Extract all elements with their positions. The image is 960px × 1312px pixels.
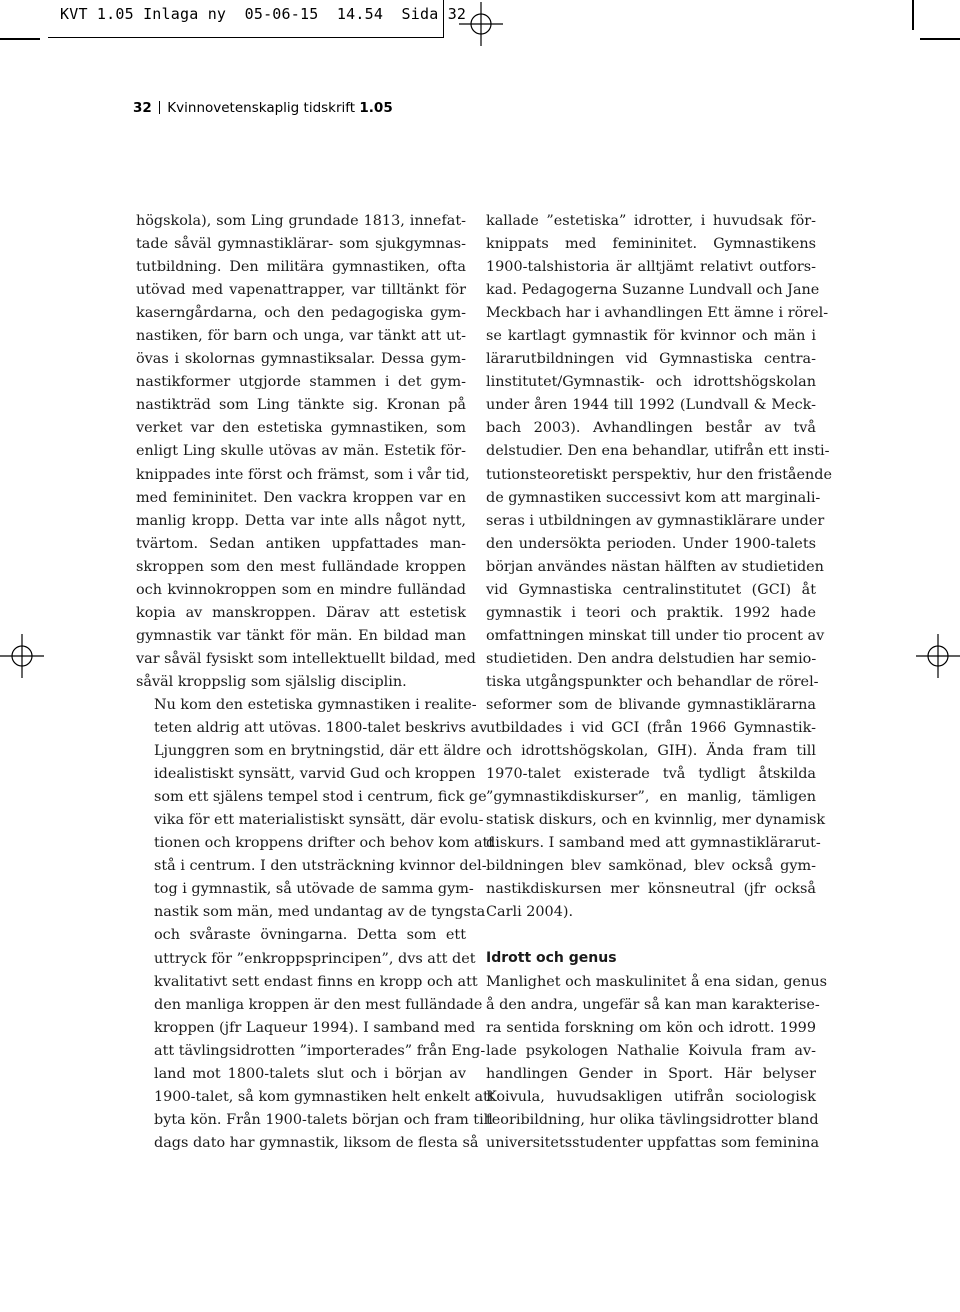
text-line: nastikdiskursen mer könsneutral (jfr också — [486, 881, 816, 898]
text-line: bildningen blev samkönad, blev också gym- — [486, 858, 816, 875]
crop-mark — [920, 38, 960, 40]
text-line: den undersökta perioden. Under 1900-talets — [486, 535, 816, 552]
text-line: enligt Ling skulle utövas av män. Estetik för- — [136, 443, 466, 460]
text-line: land mot 1800-talets slut och i början av — [154, 1065, 466, 1082]
registration-mark-icon — [0, 634, 44, 678]
text-line: tade såväl gymnastiklärar- som sjukgymnas- — [136, 236, 466, 253]
text-line: utbildades i vid GCI (från 1966 Gymnastik- — [486, 720, 816, 737]
text-line: tionen och kroppens drifter och behov kom att — [154, 835, 495, 852]
text-line: utövad med vapenattrapper, var tilltänkt för — [136, 282, 466, 299]
text-line: statisk diskurs, och en kvinnlig, mer dynamisk — [486, 812, 826, 829]
text-line: den manliga kroppen är den mest fulländade — [154, 996, 483, 1013]
text-line: tiska utgångspunkter och behandlar de rörel- — [486, 673, 819, 690]
text-line: början användes nästan hälften av studietiden — [486, 558, 824, 575]
text-line: och svåraste övningarna. Detta som ett — [154, 927, 466, 944]
text-line: skroppen som den mest fulländade kroppen — [136, 558, 466, 575]
text-line: kroppen (jfr Laqueur 1994). I samband med — [154, 1019, 476, 1036]
text-line: Ljunggren som en brytningstid, där ett äldre — [154, 743, 482, 760]
running-head — [133, 100, 393, 116]
text-line: tutionsteoretiskt perspektiv, hur den fristående — [486, 466, 832, 483]
text-line: gymnastik var tänkt för män. En bildad man — [136, 627, 466, 644]
left-column — [136, 210, 495, 1155]
text-line: seformer som de blivande gymnastiklärarna — [486, 696, 816, 713]
text-line: kopia av manskroppen. Därav att estetisk — [136, 604, 466, 621]
journal-name: Kvinnovetenskaplig tidskrift — [167, 100, 356, 116]
text-line: gymnastik i teori och praktik. 1992 hade — [486, 604, 816, 621]
text-line: vika för ett materialistiskt synsätt, där evolu- — [154, 812, 484, 829]
paragraph — [486, 210, 832, 924]
text-line: teoribildning, hur olika tävlingsidrotter bland — [486, 1111, 819, 1128]
text-line: bach 2003). Avhandlingen består av två — [486, 420, 816, 437]
text-line: Koivula, huvudsakligen utifrån sociologisk — [486, 1088, 816, 1105]
text-line: som ett själens tempel stod i centrum, fick ge — [154, 789, 487, 806]
text-line: lade psykologen Nathalie Koivula fram av- — [486, 1042, 816, 1059]
running-head-divider — [159, 101, 161, 114]
text-line: universitetsstudenter uppfattas som feminina — [486, 1134, 820, 1151]
text-line: å den andra, ungefär så kan man karakterise- — [486, 996, 820, 1013]
paragraph — [486, 971, 827, 1155]
text-line: såväl kroppslig som själslig disciplin. — [136, 673, 407, 690]
text-line: Carli 2004). — [486, 904, 574, 921]
text-line: nastikformer utgjorde stammen i det gym- — [136, 374, 466, 391]
journal-issue: 1.05 — [359, 100, 393, 116]
text-line: tvärtom. Sedan antiken uppfattades man- — [136, 535, 466, 552]
journal-title — [167, 100, 392, 116]
text-line: ra sentida forskning om kön och idrott. 1999 — [486, 1019, 816, 1036]
registration-mark-icon — [916, 634, 960, 678]
text-line: de gymnastiken successivt kom att marginali- — [486, 489, 821, 506]
text-line: byta kön. Från 1900-talets början och fram till — [154, 1111, 493, 1128]
text-line: under åren 1944 till 1992 (Lundvall & Meck- — [486, 397, 816, 414]
text-line: seras i utbildningen av gymnastiklärare under — [486, 512, 825, 529]
text-line: Nu kom den estetiska gymnastiken i realite- — [154, 696, 477, 713]
text-line: övas i skolornas gymnastiksalar. Dessa gym- — [136, 351, 466, 368]
text-line: kaserngårdarna, och den pedagogiska gym- — [136, 305, 466, 322]
text-line: 1900-talet, så kom gymnastiken helt enkelt att — [154, 1088, 495, 1105]
text-line: var såväl fysiskt som intellektuellt bildad, med — [136, 650, 476, 667]
text-line: studietiden. Den andra delstudien har semio- — [486, 650, 817, 667]
text-line: delstudier. Den ena behandlar, utifrån ett insti- — [486, 443, 830, 460]
print-slug: KVT 1.05 Inlaga ny 05-06-15 14.54 Sida 32 — [60, 5, 467, 23]
text-line: linstitutet/Gymnastik- och idrottshögskolan — [486, 374, 816, 391]
text-line: ”gymnastikdiskurser”, en manlig, tämligen — [486, 789, 816, 806]
crop-mark — [0, 38, 40, 40]
text-line: och kvinnokroppen som en mindre fulländad — [136, 581, 466, 598]
text-line: 1900-talshistoria är alltjämt relativt outfors- — [486, 259, 816, 276]
section-heading: Idrott och genus — [486, 950, 617, 967]
text-line: kad. Pedagogerna Suzanne Lundvall och Jane — [486, 282, 820, 299]
text-line: och idrottshögskolan, GIH). Ända fram till — [486, 743, 816, 760]
text-line: med femininitet. Den vackra kroppen var en — [136, 489, 466, 506]
text-line: nastiken, för barn och unga, var tänkt att ut- — [136, 328, 466, 345]
text-line: 1970-talet existerade två tydligt åtskilda — [486, 766, 816, 783]
text-line: diskurs. I samband med att gymnastiklärarut- — [486, 835, 821, 852]
text-line: knippats med femininitet. Gymnastikens — [486, 236, 816, 253]
page-number: 32 — [133, 100, 152, 116]
text-line: verket var den estetiska gymnastiken, som — [136, 420, 466, 437]
text-line: handlingen Gender in Sport. Här belyser — [486, 1065, 816, 1082]
text-line: att tävlingsidrotten ”importerades” från Eng- — [154, 1042, 486, 1059]
text-line: nastik som män, med undantag av de tyngsta — [154, 904, 486, 921]
text-line: lärarutbildningen vid Gymnastiska centra- — [486, 351, 816, 368]
text-line: Meckbach har i avhandlingen Ett ämne i rörel- — [486, 305, 829, 322]
text-line: vid Gymnastiska centralinstitutet (GCI) åt — [486, 581, 816, 598]
text-line: se kartlagt gymnastik för kvinnor och män i — [486, 328, 816, 345]
paragraph — [136, 694, 495, 1155]
text-line: manlig kropp. Detta var inte alls något nytt, — [136, 512, 466, 529]
paragraph — [136, 210, 476, 694]
text-line: stå i centrum. I den utsträckning kvinnor del- — [154, 858, 487, 875]
text-line: tog i gymnastik, så utövade de samma gym- — [154, 881, 474, 898]
text-line: kvalitativt sett endast finns en kropp och att — [154, 973, 478, 990]
text-line: Manlighet och maskulinitet å ena sidan, genus — [486, 973, 827, 990]
text-line: knippades inte först och främst, som i vår tid, — [136, 466, 470, 483]
right-column — [486, 210, 832, 1155]
text-line: kallade ”estetiska” idrotter, i huvudsak för- — [486, 213, 816, 229]
registration-mark-icon — [459, 2, 503, 46]
text-line: högskola), som Ling grundade 1813, innefat- — [136, 213, 466, 229]
text-line: nastikträd som Ling tänkte sig. Kronan på — [136, 397, 466, 414]
text-line: uttryck för ”enkroppsprincipen”, dvs att det — [154, 950, 476, 967]
crop-mark — [912, 0, 914, 30]
text-line: tutbildning. Den militära gymnastiken, ofta — [136, 259, 466, 276]
text-line: teten aldrig att utövas. 1800-talet beskrivs av — [154, 720, 488, 737]
text-line: omfattningen minskat till under tio procent av — [486, 627, 825, 644]
text-line: dags dato har gymnastik, liksom de flesta så — [154, 1134, 479, 1151]
text-line: idealistiskt synsätt, varvid Gud och kroppen — [154, 766, 476, 783]
